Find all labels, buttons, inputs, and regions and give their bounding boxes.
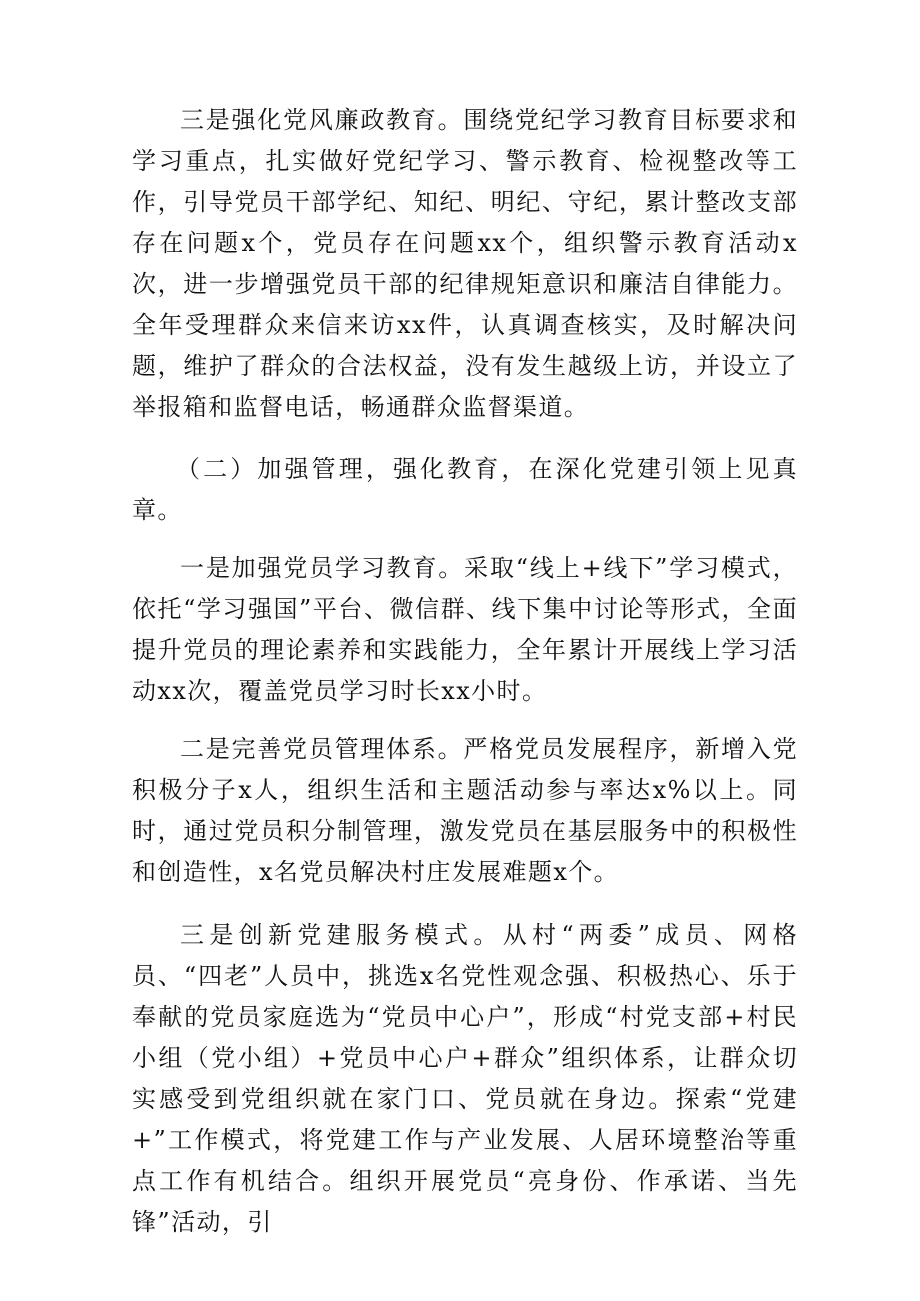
section-heading-two: （二）加强管理，强化教育，在深化党建引领上见真章。 xyxy=(132,455,798,524)
document-page xyxy=(132,100,798,1243)
paragraph-service-model: 三是创新党建服务模式。从村“两委”成员、网格员、“四老”人员中，挑选x名党性观念强、积极热心、乐于奉献的党员家庭选为“党员中心户”，形成“村党支部+村民小组（党小组）+党员中心户+群众”组织体系，让群众切实感受到党组织就在家门口、党员就在身边。探索“党建+”工作模式，将党建工作与产业发展、人居环境整治等重点工作有机结合。组织开展党员“亮身份、作承诺、当先锋”活动，引 xyxy=(132,921,798,1236)
paragraph-party-conduct-education: 三是强化党风廉政教育。围绕党纪学习教育目标要求和学习重点，扎实做好党纪学习、警示教育、检视整改等工作，引导党员干部学纪、知纪、明纪、守纪，累计整改支部存在问题x个，党员存在问题xx个，组织警示教育活动x次，进一步增强党员干部的纪律规矩意识和廉洁自律能力。全年受理群众来信来访xx件，认真调查核实，及时解决问题，维护了群众的合法权益，没有发生越级上访，并设立了举报箱和监督电话，畅通群众监督渠道。 xyxy=(132,106,798,421)
paragraph-member-management: 二是完善党员管理体系。严格党员发展程序，新增入党积极分子x人，组织生活和主题活动参与率达x%以上。同时，通过党员积分制管理，激发党员在基层服务中的积极性和创造性，x名党员解决村庄发展难题x个。 xyxy=(132,735,798,886)
paragraph-party-member-learning: 一是加强党员学习教育。采取“线上+线下”学习模式，依托“学习强国”平台、微信群、线下集中讨论等形式，全面提升党员的理论素养和实践能力，全年累计开展线上学习活动xx次，覆盖党员学习时长xx小时。 xyxy=(132,554,798,705)
